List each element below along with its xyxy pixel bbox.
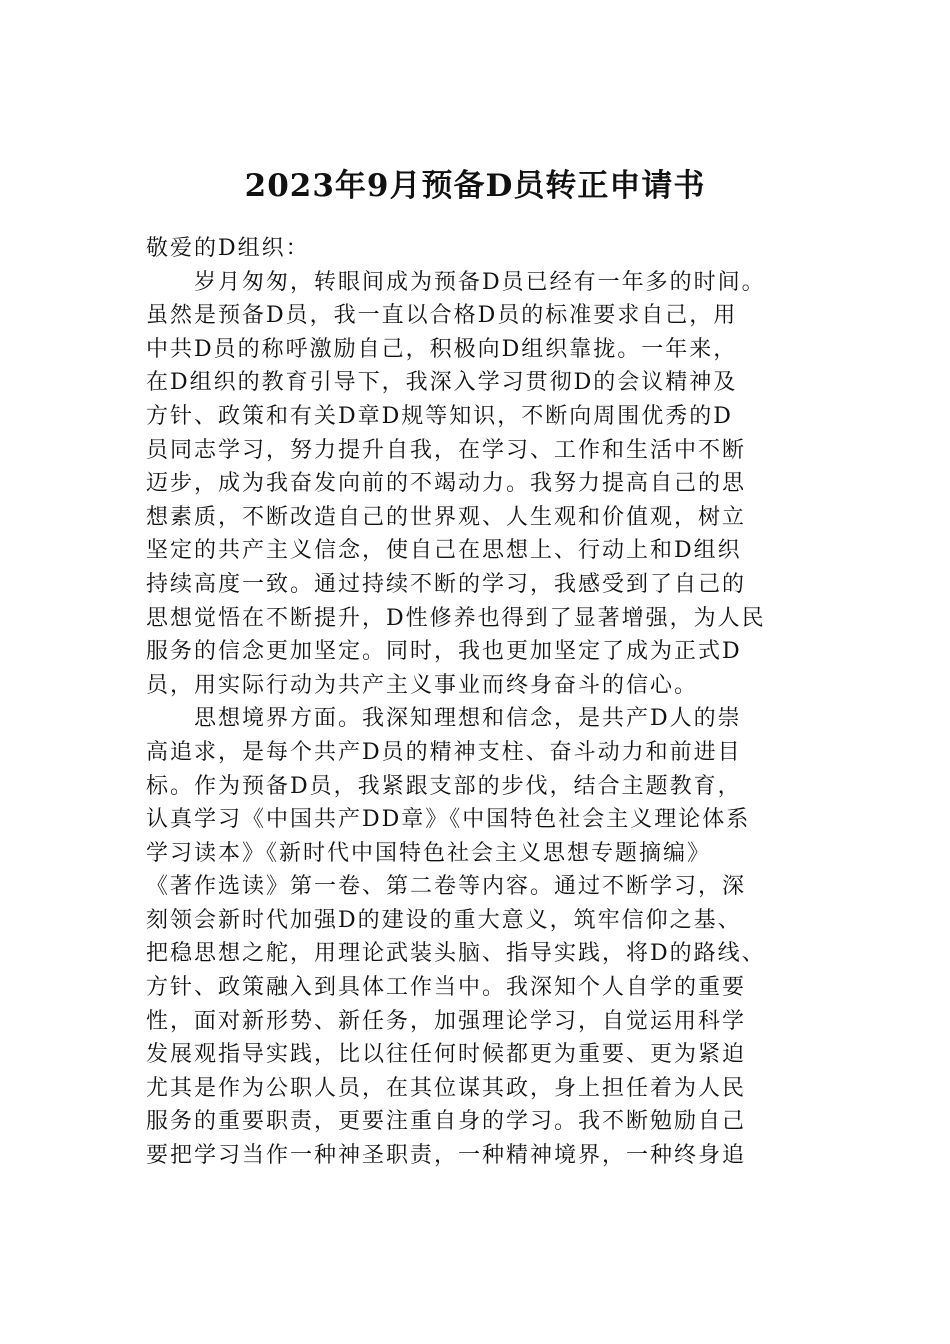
text-line: 方针、政策融入到具体工作当中。我深知个人自学的重要 [146, 975, 747, 1001]
text-line: 认真学习《中国共产DD章》《中国特色社会主义理论体系 [146, 807, 751, 833]
text-line: 高追求，是每个共产D员的精神支柱、奋斗动力和前进目 [146, 739, 742, 765]
text-line: 迈步，成为我奋发向前的不竭动力。我努力提高自己的思 [146, 471, 747, 497]
text-line: 《著作选读》第一卷、第二卷等内容。通过不断学习，深 [146, 874, 747, 900]
text-line: 员，用实际行动为共产主义事业而终身奋斗的信心。 [146, 672, 699, 698]
text-line: 方针、政策和有关D章D规等知识，不断向周围优秀的D [146, 403, 733, 429]
text-line: 员同志学习，努力提升自我，在学习、工作和生活中不断 [146, 437, 747, 463]
document-title: 2023年9月预备D员转正申请书 [244, 168, 706, 204]
text-line: 要把学习当作一种神圣职责，一种精神境界，一种终身追 [146, 1143, 747, 1169]
document-body [146, 232, 816, 1173]
text-line: 服务的信念更加坚定。同时，我也更加坚定了成为正式D [146, 639, 742, 665]
text-line: 岁月匆匆，转眼间成为预备D员已经有一年多的时间。 [146, 269, 766, 295]
text-line: 中共D员的称呼激励自己，积极向D组织靠拢。一年来， [146, 336, 738, 362]
text-line: 思想境界方面。我深知理想和信念，是共产D人的崇 [146, 706, 742, 732]
text-line: 虽然是预备D员，我一直以合格D员的标准要求自己，用 [146, 303, 738, 329]
text-line: 想素质，不断改造自己的世界观、人生观和价值观，树立 [146, 504, 747, 530]
text-line: 把稳思想之舵，用理论武装头脑、指导实践，将D的路线、 [146, 941, 766, 967]
text-line: 性，面对新形势、新任务，加强理论学习，自觉运用科学 [146, 1008, 747, 1034]
text-line: 思想觉悟在不断提升，D性修养也得到了显著增强，为人民 [146, 605, 766, 631]
text-line: 在D组织的教育引导下，我深入学习贯彻D的会议精神及 [146, 370, 738, 396]
text-line: 发展观指导实践，比以往任何时候都更为重要、更为紧迫 [146, 1042, 747, 1068]
text-line: 学习读本》《新时代中国特色社会主义思想专题摘编》 [146, 840, 712, 866]
text-line: 尤其是作为公职人员，在其位谋其政，身上担任着为人民 [146, 1075, 747, 1101]
text-line: 刻领会新时代加强D的建设的重大意义，筑牢信仰之基、 [146, 907, 742, 933]
text-line: 标。作为预备D员，我紧跟支部的步伐，结合主题教育， [146, 773, 742, 799]
text-line: 坚定的共产主义信念，使自己在思想上、行动上和D组织 [146, 538, 742, 564]
text-line: 持续高度一致。通过持续不断的学习，我感受到了自己的 [146, 571, 747, 597]
salutation: 敬爱的D组织： [146, 236, 310, 261]
text-line: 服务的重要职责，更要注重自身的学习。我不断勉励自己 [146, 1109, 747, 1135]
